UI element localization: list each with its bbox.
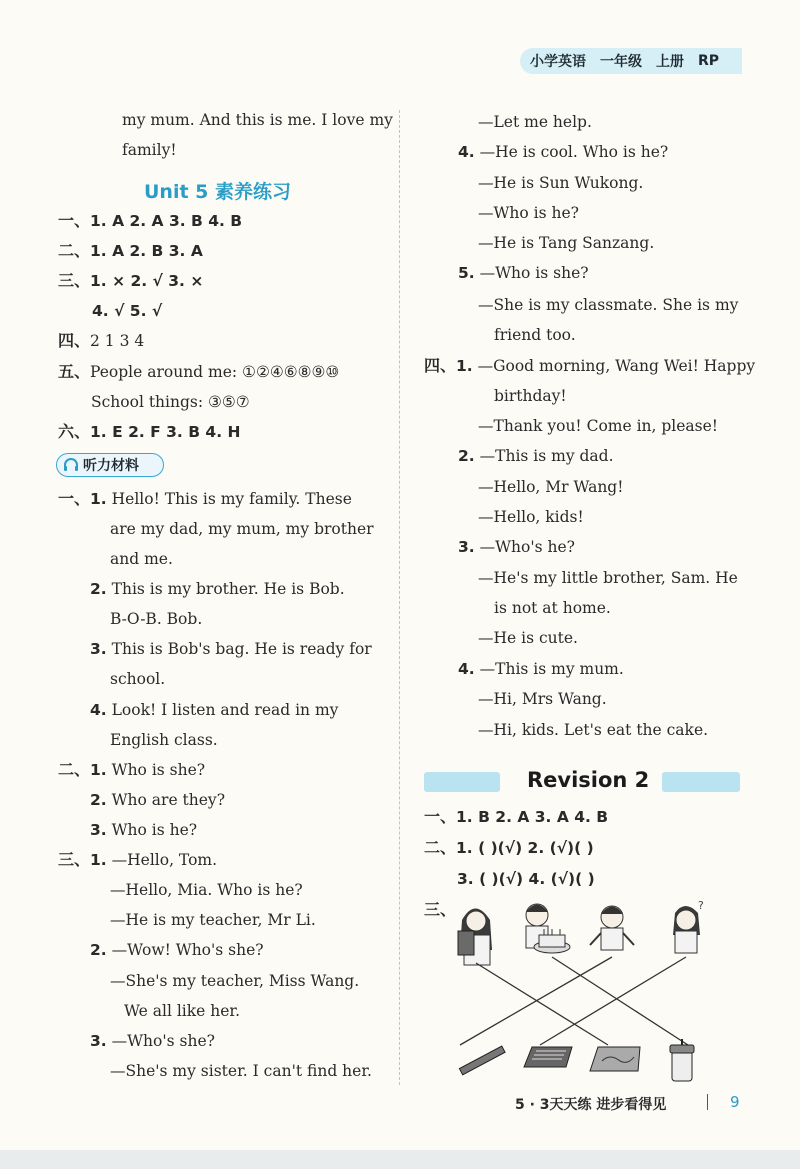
- header-edition: RP: [698, 53, 720, 69]
- right-p4-1b: birthday!: [494, 387, 567, 405]
- revision-row-2: 二、1. ( )(√) 2. (√)( ): [424, 838, 594, 857]
- right-p4-4: 4. —This is my mum.: [458, 660, 624, 678]
- right-4b: —He is Sun Wukong.: [478, 174, 644, 192]
- header-grade: 一年级: [600, 54, 642, 70]
- script-1-3: 3. This is Bob's bag. He is ready for: [90, 640, 372, 658]
- script-3-2: 2. —Wow! Who's she?: [90, 941, 264, 959]
- revision-bar-right: [662, 772, 740, 792]
- right-p4-2c: —Hello, kids!: [478, 508, 584, 526]
- header-volume: 上册: [656, 54, 684, 70]
- script-2-1: 二、1. Who is she?: [58, 760, 206, 779]
- unit-title: Unit 5 素养练习: [144, 181, 291, 203]
- answer-row-1: 一、1. A 2. A 3. B 4. B: [58, 211, 243, 230]
- header-subject: 小学英语: [530, 54, 586, 70]
- right-5: 5. —Who is she?: [458, 264, 589, 282]
- script-1-4b: English class.: [110, 731, 218, 749]
- page-number: 9: [730, 1093, 740, 1111]
- script-1-1b: are my dad, my mum, my brother: [110, 520, 374, 538]
- right-p4-4b: —Hi, Mrs Wang.: [478, 690, 607, 708]
- script-3-2c: We all like her.: [124, 1002, 241, 1020]
- pencil-object: [459, 1046, 505, 1075]
- script-3-1: 三、1. —Hello, Tom.: [58, 850, 218, 869]
- script-1-1: 一、1. Hello! This is my family. These: [58, 489, 352, 508]
- right-p4-3: 3. —Who's he?: [458, 538, 575, 556]
- boy-with-cake-figure: [526, 904, 570, 953]
- answer-row-6: 六、1. E 2. F 3. B 4. H: [58, 422, 241, 441]
- script-1-1c: and me.: [110, 550, 173, 568]
- header-tab: [520, 48, 742, 74]
- answer-row-3b: 4. √ 5. √: [92, 302, 163, 320]
- right-p4-4c: —Hi, kids. Let's eat the cake.: [478, 721, 709, 739]
- revision-row-3: 三、: [424, 900, 457, 919]
- script-3-2b: —She's my teacher, Miss Wang.: [110, 972, 360, 990]
- answer-row-3: 三、1. × 2. √ 3. ×: [58, 271, 204, 290]
- card-object: [590, 1047, 640, 1071]
- script-3-3b: —She's my sister. I can't find her.: [110, 1062, 372, 1080]
- script-1-2b: B-O-B. Bob.: [110, 610, 203, 628]
- girl-with-book-figure: [458, 909, 492, 966]
- right-p4-3b: —He's my little brother, Sam. He: [478, 569, 738, 587]
- answer-row-2: 二、1. A 2. B 3. A: [58, 241, 203, 260]
- answer-row-4: 四、2 1 3 4: [58, 331, 145, 350]
- right-p4-1: 四、1. —Good morning, Wang Wei! Happy: [424, 356, 756, 375]
- footer-brand: 5 · 3天天练 进步看得见: [515, 1097, 667, 1113]
- listening-badge: [56, 453, 164, 477]
- answer-row-5b: School things: ③⑤⑦: [91, 393, 250, 411]
- script-2-3: 3. Who is he?: [90, 821, 198, 839]
- matching-lines: [460, 957, 688, 1045]
- answer-row-5: 五、People around me: ①②④⑥⑧⑨⑩: [58, 362, 340, 381]
- script-3-1b: —Hello, Mia. Who is he?: [110, 881, 303, 899]
- right-4c: —Who is he?: [478, 204, 579, 222]
- headphones-icon: [63, 458, 79, 472]
- script-1-3b: school.: [110, 670, 166, 688]
- revision-row-1: 一、1. B 2. A 3. A 4. B: [424, 807, 609, 826]
- script-3-3: 3. —Who's she?: [90, 1032, 215, 1050]
- matching-illustration: [440, 895, 740, 1090]
- bottom-strip: [0, 1150, 800, 1169]
- right-p4-1c: —Thank you! Come in, please!: [478, 417, 719, 435]
- right-line-0: —Let me help.: [478, 113, 592, 131]
- right-p4-2: 2. —This is my dad.: [458, 447, 614, 465]
- intro-line-2: family!: [122, 141, 177, 159]
- right-5c: friend too.: [494, 326, 576, 344]
- listening-label: 听力材料: [83, 458, 139, 474]
- column-divider: [399, 110, 400, 1085]
- right-p4-3c: is not at home.: [494, 599, 611, 617]
- footer-separator: [707, 1094, 708, 1110]
- intro-line-1: my mum. And this is me. I love my: [122, 111, 393, 129]
- girl-thinking-figure: [673, 899, 704, 953]
- right-5b: —She is my classmate. She is my: [478, 296, 739, 314]
- svg-text:?: ?: [698, 899, 704, 912]
- script-2-2: 2. Who are they?: [90, 791, 225, 809]
- right-p4-3d: —He is cute.: [478, 629, 578, 647]
- revision-bar-left: [424, 772, 500, 792]
- cup-object: [670, 1039, 694, 1081]
- revision-row-2b: 3. ( )(√) 4. (√)( ): [457, 870, 595, 888]
- script-1-4: 4. Look! I listen and read in my: [90, 701, 339, 719]
- book-object: [524, 1047, 572, 1067]
- right-4: 4. —He is cool. Who is he?: [458, 143, 669, 161]
- script-3-1c: —He is my teacher, Mr Li.: [110, 911, 316, 929]
- right-p4-2b: —Hello, Mr Wang!: [478, 478, 624, 496]
- right-4d: —He is Tang Sanzang.: [478, 234, 655, 252]
- revision-title: Revision 2: [527, 768, 650, 792]
- script-1-2: 2. This is my brother. He is Bob.: [90, 580, 345, 598]
- boy-pointing-figure: [590, 906, 634, 950]
